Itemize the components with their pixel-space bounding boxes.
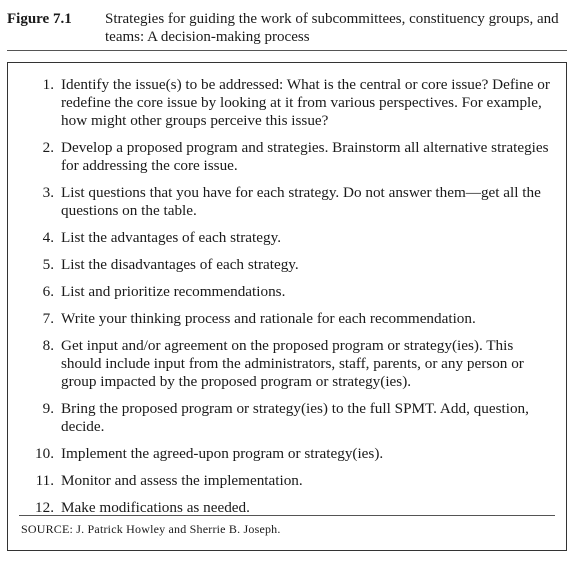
list-item xyxy=(8,400,566,436)
item-text: List the advantages of each strategy. xyxy=(61,229,281,246)
figure-title: Strategies for guiding the work of subcommittees, constituency groups, and teams: A decision-making process xyxy=(105,11,559,45)
item-text: List and prioritize recommendations. xyxy=(61,283,286,300)
source-divider xyxy=(19,515,555,516)
figure-label: Figure 7.1 xyxy=(7,11,72,27)
item-text: Make modifications as needed. xyxy=(61,499,250,516)
item-number: 12. xyxy=(35,499,54,516)
item-number: 6. xyxy=(42,283,54,300)
item-number: 11. xyxy=(35,472,54,489)
list-item xyxy=(8,445,566,463)
list-item xyxy=(8,337,566,391)
list-item xyxy=(8,472,566,490)
list-item xyxy=(8,76,566,130)
item-number: 2. xyxy=(42,139,54,156)
item-text: Write your thinking process and rationale for each recommendation. xyxy=(61,310,476,327)
item-text: List the disadvantages of each strategy. xyxy=(61,256,299,273)
figure-box xyxy=(7,62,567,551)
item-text: Monitor and assess the implementation. xyxy=(61,472,303,489)
figure-caption xyxy=(7,10,567,46)
item-number: 4. xyxy=(42,229,54,246)
item-text: Identify the issue(s) to be addressed: What is the central or core issue? Define or redefine the core issue by looking at it from various perspectives. For example, how might other groups perceive this issue? xyxy=(61,76,550,129)
item-text: Implement the agreed-upon program or strategy(ies). xyxy=(61,445,384,462)
list-item xyxy=(8,283,566,301)
item-text: Get input and/or agreement on the proposed program or strategy(ies). This should include input from the administrators, staff, parents, or any person or group impacted by the proposed program or strategy(ies). xyxy=(61,337,524,390)
item-number: 3. xyxy=(42,184,54,201)
strategy-list xyxy=(8,76,566,526)
item-number: 7. xyxy=(42,310,54,327)
item-number: 1. xyxy=(42,76,54,93)
caption-divider xyxy=(7,50,567,51)
item-number: 8. xyxy=(42,337,54,354)
item-number: 10. xyxy=(35,445,54,462)
item-text: Bring the proposed program or strategy(ies) to the full SPMT. Add, question, decide. xyxy=(61,400,529,435)
source-note: SOURCE: J. Patrick Howley and Sherrie B. Joseph. xyxy=(21,522,281,536)
item-number: 5. xyxy=(42,256,54,273)
list-item xyxy=(8,139,566,175)
list-item xyxy=(8,310,566,328)
list-item xyxy=(8,229,566,247)
list-item xyxy=(8,184,566,220)
item-text: List questions that you have for each strategy. Do not answer them—get all the questions on the table. xyxy=(61,184,541,219)
list-item xyxy=(8,256,566,274)
item-text: Develop a proposed program and strategies. Brainstorm all alternative strategies for addressing the core issue. xyxy=(61,139,549,174)
item-number: 9. xyxy=(42,400,54,417)
